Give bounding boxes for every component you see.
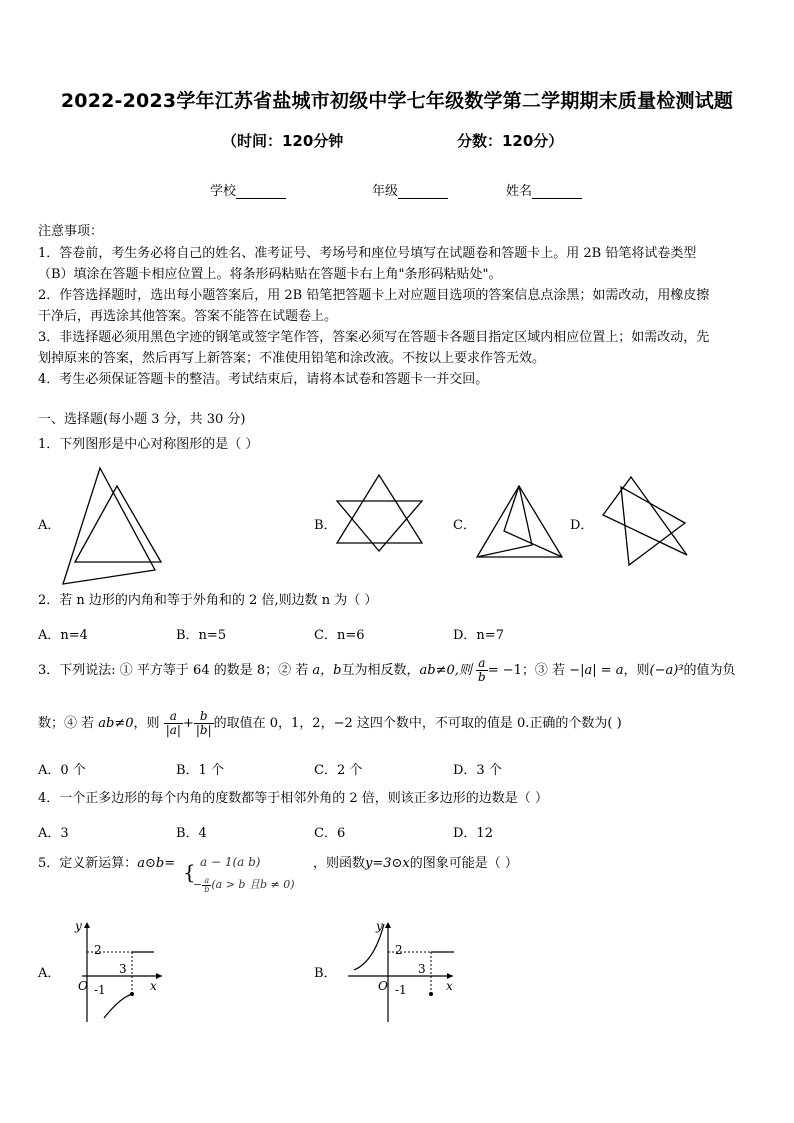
q3-line1: 3．下列说法: ① 平方等于 64 的数是 8；② 若 a，b互为相反数，ab≠0,则 $\frac{a}{b}$ = −1；③ 若 −|a| = a，则(−a)³的值为负 xyxy=(38,656,736,684)
q4-option-d[interactable]: D．12 xyxy=(453,826,493,841)
q2-option-a[interactable]: A．n=4 xyxy=(38,628,88,643)
graph-b xyxy=(338,918,458,1026)
exam-time: （时间：120分钟 xyxy=(222,132,344,150)
page-title: 2022-2023学年江苏省盐城市初级中学七年级数学第二学期期末质量检测试题 xyxy=(60,90,734,112)
graph-a-y-label: y xyxy=(75,919,82,933)
figure-c-triangle xyxy=(474,483,566,561)
school-blank[interactable] xyxy=(236,184,286,199)
q2-option-d[interactable]: D．n=7 xyxy=(453,628,504,643)
q5-case-1: a − 1(a b) xyxy=(200,855,261,869)
notice-item-1-line2: （B）填涂在答题卡相应位置上。将条形码粘贴在答题卡右上角"条形码粘贴处"。 xyxy=(38,267,502,282)
q2-option-b[interactable]: B．n=5 xyxy=(176,628,227,643)
graph-a-tick-neg1: -1 xyxy=(94,983,106,997)
graph-b-y-label: y xyxy=(376,919,383,933)
q2-stem: 2．若 n 边形的内角和等于外角和的 2 倍,则边数 n 为（ ） xyxy=(38,593,378,608)
q5-stem-start: 5．定义新运算：a⊙b= xyxy=(38,856,176,871)
name-field: 姓名 xyxy=(506,180,582,199)
fraction-a-over-b: $\frac{a}{b}$ xyxy=(478,656,486,684)
q3-option-a[interactable]: A．0 个 xyxy=(38,763,86,778)
exam-score: 分数：120分） xyxy=(457,132,564,150)
name-blank[interactable] xyxy=(532,184,582,199)
school-field: 学校 xyxy=(210,180,286,199)
q3-option-b[interactable]: B．1 个 xyxy=(176,763,224,778)
graph-b-tick-3: 3 xyxy=(418,962,426,976)
graph-b-x-label: x xyxy=(446,979,453,993)
q1-option-b[interactable]: B． xyxy=(314,518,337,533)
figure-a-triangles xyxy=(55,462,165,586)
q1-stem: 1．下列图形是中心对称图形的是（ ） xyxy=(38,437,259,452)
q4-option-c[interactable]: C．6 xyxy=(314,826,346,841)
q1-option-d[interactable]: D． xyxy=(570,518,594,533)
q5-stem-end: ，则函数y=3⊙x的图象可能是（ ） xyxy=(313,856,518,871)
notice-item-3-line1: 3．非选择题必须用黑色字迹的钢笔或签字笔作答，答案必须写在答题卡各题目指定区域内相应位置上；如需改动，先 xyxy=(38,330,710,345)
notice-item-4-line1: 4．考生必须保证答题卡的整洁。考试结束后，请将本试卷和答题卡一并交回。 xyxy=(38,372,489,387)
q1-option-a[interactable]: A． xyxy=(38,518,61,533)
q5-case-2: − $\frac{a}{b}$ (a > b 且b ≠ 0) xyxy=(193,875,295,894)
notice-item-3-line2: 划掉原来的答案，然后再写上新答案；不准使用铅笔和涂改液。不按以上要求作答无效。 xyxy=(38,351,546,366)
graph-b-origin: O xyxy=(378,979,388,993)
q4-option-a[interactable]: A．3 xyxy=(38,826,69,841)
q3-option-d[interactable]: D．3 个 xyxy=(453,763,502,778)
q3-line2: 数；④ 若 ab≠0，则 $\frac{a}{|a|}$ + $\frac{b}{|b|}$ 的取值在 0，1，2，−2 这四个数中，不可取的值是 0.正确的个数为( ) xyxy=(38,709,622,737)
graph-a-origin: O xyxy=(78,979,88,993)
q5-option-a[interactable]: A． xyxy=(38,966,61,981)
graph-a xyxy=(62,918,172,1026)
graph-a-x-label: x xyxy=(150,979,157,993)
notice-item-2-line2: 干净后，再选涂其他答案。答案不能答在试题卷上。 xyxy=(38,309,338,324)
notice-item-2-line1: 2．作答选择题时，选出每小题答案后，用 2B 铅笔把答题卡上对应题目选项的答案信息点涂黑；如需改动，用橡皮擦 xyxy=(38,288,710,303)
figure-b-hexagram xyxy=(335,473,425,553)
fraction-a-abs-a: $\frac{a}{|a|}$ xyxy=(165,709,181,737)
graph-b-tick-neg1: -1 xyxy=(395,983,407,997)
notice-list xyxy=(38,243,760,390)
notice-heading: 注意事项： xyxy=(38,224,104,239)
q2-option-c[interactable]: C．n=6 xyxy=(314,628,365,643)
q5-brace: { xyxy=(183,860,196,884)
q1-option-c[interactable]: C． xyxy=(453,518,476,533)
grade-blank[interactable] xyxy=(398,184,448,199)
q4-stem: 4．一个正多边形的每个内角的度数都等于相邻外角的 2 倍，则该正多边形的边数是（ ） xyxy=(38,791,548,806)
fraction-b-abs-b: $\frac{b}{|b|}$ xyxy=(195,709,212,737)
q3-option-c[interactable]: C．2 个 xyxy=(314,763,363,778)
q5-option-b[interactable]: B． xyxy=(314,966,337,981)
notice-item-1-line1: 1．答卷前，考生务必将自己的姓名、准考证号、考场号和座位号填写在试题卷和答题卡上。用 2B 铅笔将试卷类型 xyxy=(38,246,697,261)
grade-field: 年级 xyxy=(372,180,448,199)
graph-a-tick-3: 3 xyxy=(119,962,127,976)
graph-b-tick-2: 2 xyxy=(395,943,403,957)
graph-a-tick-2: 2 xyxy=(94,943,102,957)
q4-option-b[interactable]: B．4 xyxy=(176,826,207,841)
section-heading: 一、选择题(每小题 3 分，共 30 分) xyxy=(38,412,246,427)
figure-d-triangles xyxy=(595,475,690,570)
